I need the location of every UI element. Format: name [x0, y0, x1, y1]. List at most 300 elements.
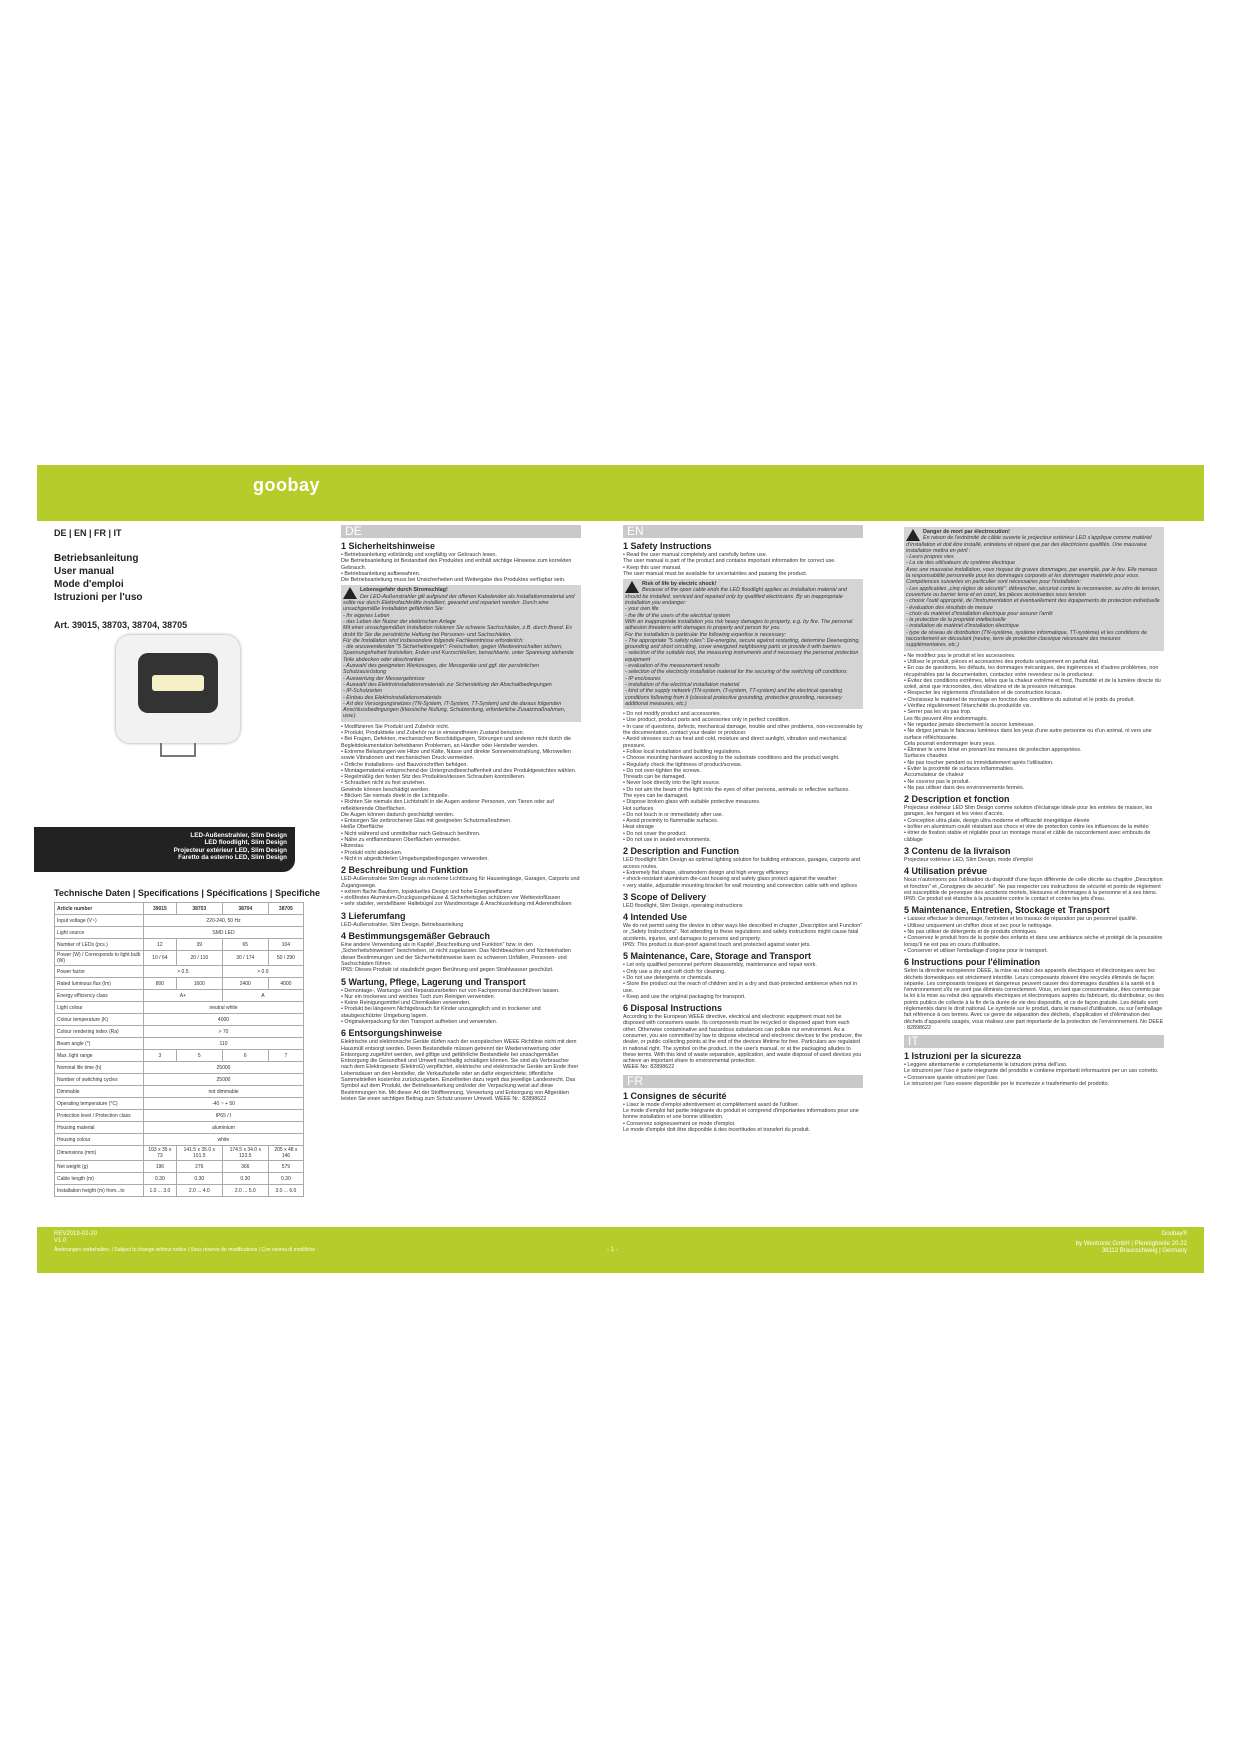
text-line: • Blicken Sie niemals direkt in die Lichtquelle. [341, 792, 449, 799]
en-para-1 [623, 552, 863, 577]
product-name-de: LED-Außenstrahler, Slim Design [190, 832, 287, 839]
spec-label-cell: Protection level / Protection class [55, 1110, 144, 1122]
text-line: Threads can be damaged. [623, 774, 686, 781]
spec-value-cell: > 0.9 [222, 966, 303, 978]
spec-value-cell: 65 [222, 939, 268, 951]
text-line: • Ne regardez jamais directement la source lumineuse. [904, 721, 1035, 728]
spec-value-cell: 5 [176, 1050, 222, 1062]
spec-value-cell: 7 [268, 1050, 303, 1062]
it-heading-1: 1 Istruzioni per la sicurezza [904, 1051, 1022, 1062]
spec-label-cell: Article number [55, 903, 144, 915]
fr-para-2 [904, 653, 1164, 792]
text-line: • Évitez des conditions extrêmes, telles que la chaleur extrême et froid, l'humidité et de la lumière directe du soleil, ainsi que microondes, des vibrations et de la pression mécanique. [904, 677, 1161, 691]
de-heading-4: 4 Bestimmungsgemäßer Gebrauch [341, 931, 491, 942]
text-line: • extrem flache Bauform, topaktuelles Design und hohe Energieeffizienz [341, 888, 513, 895]
en-heading-4: 4 Intended Use [623, 912, 688, 923]
brand-logo: goobay [253, 475, 321, 495]
text-line: • étrier de fixation stable et réglable pour un montage mural et câble de raccordement avec embouts de câblage [904, 830, 1151, 843]
text-line: - selection of the electricity installation material for the securing of the switching off conditions [625, 669, 847, 676]
spec-value-cell: -40 ~ + 50 [143, 1098, 303, 1110]
text-line: Le istruzioni per l'uso è parte integrante del prodotto e contiene importanti informazioni per un uso corretto. [904, 1068, 1159, 1075]
spec-value-cell: 2.0 ... 4.0 [176, 1185, 222, 1197]
fr-para-1 [623, 1102, 863, 1133]
title-de: Betriebsanleitung [54, 553, 139, 565]
spec-row [55, 951, 304, 966]
section-tag-fr: FR [623, 1075, 863, 1088]
text-line: • Conservez le produit hors de la portée des enfants et dans une ambiance sèche et protégé de la poussière lorsqu'il ne est pas en cours d'utilisation. [904, 935, 1163, 948]
de-para-1 [341, 552, 581, 583]
text-line: - IP-Schutzarten [343, 688, 382, 695]
spec-row [55, 1026, 304, 1038]
spec-row [55, 1098, 304, 1110]
spec-label-cell: Net weight (g) [55, 1161, 144, 1173]
column-fr [904, 525, 1164, 1225]
fr-warning-text [906, 535, 1162, 648]
spec-value-cell: 2.0 ... 5.0 [222, 1185, 268, 1197]
text-line: • Extreme Belastungen wie Hitze und Kälte, Nässe und direkte Sonneneinstrahlung, Mikrowellen sowie Vibrationen und mechanischen Druck vermeiden. [341, 748, 571, 762]
spec-value-cell: 276 [176, 1161, 222, 1173]
spec-row [55, 1002, 304, 1014]
spec-value-cell: 141.5 x 35.0 x 101.5 [176, 1146, 222, 1161]
text-line: • Do not use detergents or chemicals. [623, 974, 713, 981]
text-line: • Conservez soigneusement ce mode d'emploi. [623, 1120, 736, 1127]
text-line: Eine andere Verwendung als in Kapitel „Beschreibung und Funktion" bzw. in den „Sicherheitshinweisen" beschrieben, ist nicht zugelassen. Das Nichtbeachten und Nichteinhalten dieser Bestimmungen und der Sicherheitshinweise kann zu schweren Unfällen, Personen- und Sachschäden führen. [341, 942, 571, 967]
spec-label-cell: Colour rendering index (Ra) [55, 1026, 144, 1038]
text-line: - type de réseau de distribution (TN-système, système informatique, TT-système) et les conditions de raccordement en découlant (neutre, terre de protection classique nécessaire des mesures supplémentaires, etc.) [906, 629, 1147, 649]
footer-address-2: 38112 Braunschweig | Germany [1101, 1248, 1187, 1254]
product-image [112, 635, 242, 771]
text-line: • Do not cover the product. [623, 830, 687, 837]
spec-value-cell: 1600 [176, 978, 222, 990]
en-para-7 [623, 1014, 863, 1071]
text-line: • Nicht während und unmittelbar nach Gebrauch berühren. [341, 830, 481, 837]
fr-warning-box [904, 527, 1164, 651]
spec-label-cell: Power factor [55, 966, 144, 978]
floodlight-housing [116, 635, 240, 743]
text-line: Compétences suivantes en particulier sont nécessaires pour l'installation: [906, 579, 1081, 586]
text-line: • Ne dirigez jamais le faisceau lumineux dans les yeux d'une autre personne ou d'un animal, ni vers une surface réfléchissante. [904, 728, 1152, 741]
title-it: Istruzioni per l'uso [54, 592, 143, 604]
fr-heading-5: 5 Maintenance, Entretien, Stockage et Transport [904, 905, 1110, 916]
spec-label-cell: Dimmable [55, 1086, 144, 1098]
spec-value-cell: 800 [143, 978, 176, 990]
language-list: DE | EN | FR | IT [54, 528, 122, 538]
spec-label-cell: Cable length (m) [55, 1173, 144, 1185]
spec-value-cell: 1.0 ... 3.0 [143, 1185, 176, 1197]
fr-warning-title: Danger de mort par électrocution! [923, 529, 1010, 535]
spec-value-cell: A+ [143, 990, 222, 1002]
text-line: Für die Installation sind insbesondere folgende Fachkenntnisse erforderlich: [343, 637, 524, 644]
en-para-3 [623, 857, 863, 888]
spec-row [55, 1122, 304, 1134]
de-para-4 [341, 922, 581, 928]
text-line: • Choose mounting hardware according to the substrate conditions and the product weight. [623, 755, 840, 762]
floodlight-face [138, 653, 218, 713]
text-line: • Conserver et utiliser l'emballage d'origine pour le transport. [904, 947, 1048, 954]
warning-triangle-icon [343, 587, 357, 599]
spec-value-cell: 110 [143, 1038, 303, 1050]
spec-value-cell: 205 x 48 x 146 [268, 1146, 303, 1161]
spec-value-cell: 25000 [143, 1062, 303, 1074]
spec-label-cell: Light colour [55, 1002, 144, 1014]
text-line: - choix du matériel d'installation électrique pour assurer l'arrêt [906, 610, 1053, 617]
spec-row [55, 1146, 304, 1161]
text-line: Die Augen können dadurch geschädigt werden. [341, 811, 455, 818]
text-line: IP65: Ce produit est étanche à la poussière contre le contact et contre les jets d'eau. [904, 896, 1106, 903]
text-line: - Auswertung der Messergebnisse [343, 675, 425, 682]
text-line: • Let only qualified personnel perform disassembly, maintenance and repair work. [623, 962, 817, 969]
text-line: Projecteur extérieur LED Slim Design comme solution d'éclairage idéale pour les entrées de maison, les garages, les hangars et les voies d'accès. [904, 805, 1153, 818]
text-line: • Only use a dry and soft cloth for cleaning. [623, 968, 726, 975]
spec-label-cell: Colour temperature (K) [55, 1014, 144, 1026]
text-line: • Nicht in abgedichteten Umgebungsbedingungen verwenden. [341, 855, 489, 862]
fr-para-3 [904, 805, 1164, 843]
de-para-6 [341, 988, 581, 1026]
spec-row [55, 1185, 304, 1197]
text-line: • Ne modifiez pas le produit et les accessoires. [904, 652, 1016, 659]
text-line: Surfaces chaudes [904, 753, 948, 760]
spec-value-cell: 12 [143, 939, 176, 951]
text-line: Heat storage [623, 824, 654, 831]
en-warning-box [623, 579, 863, 709]
text-line: IP65: Dieses Produkt ist staubdicht gegen Berührung und gegen Strahlwasser geschützt. [341, 967, 554, 974]
text-line: En raison de l'extrémité de câble ouverte le projecteur extérieur LED s'applique comme matériel d'installation et doit être installé, entretenu et réparé que par des électriciens qualifiés. Une mauvaise installation mettra en péril : [906, 535, 1152, 554]
spec-label-cell: Input voltage (V~) [55, 915, 144, 927]
text-line: • Use product, product parts and accessories only in perfect condition. [623, 717, 790, 724]
text-line: Heiße Oberfläche [341, 824, 384, 831]
text-line: Hitzestau [341, 843, 364, 850]
spec-value-cell: 196 [143, 1161, 176, 1173]
spec-value-cell: 4000 [268, 978, 303, 990]
section-tag-en: EN [623, 525, 863, 538]
spec-label-cell: Nominal life time (h) [55, 1062, 144, 1074]
spec-label-cell: Energy efficiency class [55, 990, 144, 1002]
text-line: • Demontage-, Wartungs- und Reparaturarbeiten nur von Fachpersonal durchführen lassen. [341, 987, 560, 994]
text-line: • Nähe zu entflammbaren Oberflächen vermeiden. [341, 837, 461, 844]
text-line: • Produkt nicht abdecken. [341, 849, 403, 856]
text-line: Der LED-Außenstrahler gilt aufgrund der offenen Kabelenden als Installationsmaterial und sollte nur durch Elektrofachkräfte installiert, gewartet und repariert werden. Durch eine unsachgemäße Installation gefährden Sie: [343, 593, 575, 613]
en-para-6 [623, 962, 863, 1000]
text-line: Le mode d'emploi doit être disponible à des incertitudes et transfert du produit. [623, 1126, 811, 1133]
product-name-en: LED floodlight, Slim Design [204, 839, 287, 847]
text-line: - Ihr eigenes Leben [343, 612, 390, 619]
text-line: The user manual must be available for uncertainties and passing the product. [623, 570, 808, 577]
spec-value-cell: 579 [268, 1161, 303, 1173]
spec-value-cell: 20 / 116 [176, 951, 222, 966]
fr-heading-1: 1 Consignes de sécurité [623, 1090, 727, 1101]
de-heading-3: 3 Lieferumfang [341, 910, 406, 921]
spec-value-cell: IP65 / I [143, 1110, 303, 1122]
spec-value-cell: SMD LED [143, 927, 303, 939]
it-para-1 [904, 1062, 1164, 1087]
spec-row [55, 978, 304, 990]
en-heading-2: 2 Description and Function [623, 846, 740, 857]
article-numbers: Art. 39015, 38703, 38704, 38705 [54, 620, 188, 631]
text-line: • Produkt bei längerem Nichtgebrauch für Kinder unzugänglich und in trockener und staubgeschützter Umgebung lagern. [341, 1006, 541, 1019]
warning-triangle-icon [906, 529, 920, 541]
text-line: • Bei Fragen, Defekten, mechanischen Beschädigungen, Störungen und anderen nicht durch die Begleitdokumentation behebbaren Problemen, an Händler oder Hersteller wenden. [341, 736, 571, 749]
spec-value-cell: 3 [143, 1050, 176, 1062]
text-line: - the life of the users of the electrical system [625, 612, 731, 619]
text-line: Accumulateur de chaleur [904, 772, 964, 779]
spec-heading: Technische Daten | Specifications | Spécifications | Specifiche [54, 888, 320, 898]
text-line: • Do not use in sealed environments. [623, 837, 711, 844]
footer-version: V1.0 [54, 1238, 67, 1244]
text-line: LED floodlight Slim Design as optimal lighting solution for building entrances, garages, carports and access routes. [623, 857, 861, 870]
led-strip [152, 675, 204, 691]
text-line: LED-Außenstrahler Slim Design als moderne Lichtlösung für Hauseingänge, Garagen, Carports und Zugangswege. [341, 876, 580, 889]
title-fr: Mode d'emploi [54, 579, 124, 591]
spec-row [55, 1074, 304, 1086]
column-de [341, 525, 581, 1225]
text-line: • stoßfestes Aluminium-Druckgussgehäuse & Sicherheitsglas schützen vor Wettereinflüssen [341, 895, 561, 902]
text-line: • Regelmäßig den festen Sitz des Produktes/dessen Schrauben kontrollieren. [341, 774, 526, 781]
text-line: Elektrische und elektronische Geräte dürfen nach der europäischen WEEE Richtlinie nicht mit dem Hausmüll entsorgt werden. Deren Bestandteile müssen getrennt der Wiederverwertung oder Entsorgung zugeführt werden, weil giftige und gefährliche Bestandteile bei unsachgemäßer Entsorgung die Gesundheit und Umwelt nachhaltig schädigen können. Sie sind als Verbraucher nach dem Elektrogesetz (ElektroG) verpflichtet, elektrische und elektronische Geräte am Ende ihrer Lebensdauer an den Hersteller, die Verkaufsstelle oder an dafür eingerichtete, öffentliche Sammelstellen kostenlos zurückzugeben. Einzelheiten dazu regelt das jeweilige Landesrecht. Das Symbol auf dem Produkt, der Betriebsanleitung und/oder der Verpackung weist auf diese Bestimmungen hin. Mit dieser Art der Stofftrennung, Verwertung und Entsorgung von Altgeräten leisten Sie einen wichtigen Beitrag zum Schutz unserer Umwelt. WEEE Nr.: 82898622 [341, 1039, 579, 1102]
text-line: • Store the product out the reach of children and in a dry and dust-protected ambience when not in use. [623, 981, 858, 994]
text-line: • Ne pas utiliser de détergents et de produits chimiques. [904, 929, 1038, 936]
text-line: • Respecter les règlements d'installation et de construction locaux. [904, 690, 1063, 697]
spec-value-cell: 0.30 [176, 1173, 222, 1185]
text-line: - your own life [625, 606, 659, 613]
de-para-7 [341, 1039, 581, 1102]
section-tag-it: IT [904, 1035, 1164, 1048]
spec-value-cell: 104 [268, 939, 303, 951]
footer-address-1: by Wentronic GmbH | Pfennigbreite 20-22 [1075, 1241, 1187, 1247]
spec-label-cell: Beam angle (°) [55, 1038, 144, 1050]
footer-bar [37, 1227, 1204, 1273]
text-line: • Avoid proximity to flammable surfaces. [623, 818, 719, 825]
text-line: We do not permit using the device in other ways like described in chapter „Description and Function" or „Safety Instructions". Not attending to these regulations and safety instructions might cause fatal accidents, injuries, and damages to persons and property. [623, 923, 863, 942]
spec-row [55, 1134, 304, 1146]
text-line: • Produkt, Produktteile und Zubehör nur in einwandfreiem Zustand benutzen. [341, 730, 525, 737]
text-line: • Schrauben nicht zu fest anziehen. [341, 780, 426, 787]
spec-value-cell: > 70 [143, 1026, 303, 1038]
de-warning-box [341, 585, 581, 721]
text-line: • Örtliche Installations- und Bauvorschriften befolgen. [341, 761, 468, 768]
top-brand-bar [37, 465, 1204, 521]
spec-value-cell: 174.5 x 34.0 x 123.5 [222, 1146, 268, 1161]
spec-label-cell: Rated luminous flux (lm) [55, 978, 144, 990]
text-line: LED floodlight, Slim Design, operating instructions [623, 902, 743, 909]
text-line: Mit einer unsachgemäßen Installation riskieren Sie schwere Sachschäden, z.B. durch Brand. Es droht für Sie die persönliche Haftung bei Personen- und Sachschäden. [343, 625, 572, 638]
text-line: • Follow local installation and building regulations. [623, 748, 742, 755]
fr-heading-3: 3 Contenu de la livraison [904, 845, 1011, 856]
text-line: • En cas de questions, les défauts, les dommages mécaniques, des ingérences et d'autres problèmes, non récupérables par la documentation, contactez votre revendeur ou le producteur. [904, 665, 1159, 678]
text-line: • Conservare queste istruzioni per l'uso. [904, 1074, 999, 1081]
text-line: • Extremely flat shape, ultramodern design and high energy efficiency [623, 869, 789, 876]
text-line: • Ne couvrez pas le produit. [904, 778, 971, 785]
text-line: Nous n'autorisons pas l'utilisation du dispositif d'une façon différente de celle décrite au chapitre „Description et fonction" et „Consignes de sécurité". Ne pas respecter ces instructions de sécurité et points de règlement est susceptible de provoquer des accidents mortels, blessures et dommages à la personne et à ses biens. [904, 877, 1163, 896]
text-line: WEEE No: 82898622 [623, 1064, 675, 1071]
text-line: Die Betriebsanleitung ist Bestandteil des Produktes und enthält wichtige Hinweise zum korrekten Gebrauch. [341, 558, 572, 571]
spec-row [55, 915, 304, 927]
text-line: According to the European WEEE directive, electrical and electronic equipment must not be disposed with consumers waste. Its components must be recycled or disposed apart from each other. Otherwise contaminative and hazardous substances can pollute our environment. As a consumer, you are committed by law to dispose electrical and electronic devices to the producer, the dealer, or public collecting points at the end of the devices lifetime for free. Particulars are regulated in national right. The symbol on the product, in the user's manual, or at the packaging alludes to these terms. With this kind of waste separation, application, and waste disposal of used devices you achieve an important share to environmental protection. [623, 1014, 863, 1065]
spec-label-cell: Housing material [55, 1122, 144, 1134]
spec-value-cell: 38703 [176, 903, 222, 915]
text-line: Cela pourrait endommager leurs yeux. [904, 740, 996, 747]
text-line: • Ne pas toucher pendant ou immédiatement après l'utilisation. [904, 759, 1054, 766]
text-line: • shock-resistant aluminium die-cast housing and safety glass protect against the weather [623, 876, 837, 883]
text-line: • Entsorgen Sie zerbrochenes Glas mit geeigneten Schutzmaßnahmen. [341, 818, 512, 825]
text-line: LED-Außenstrahler, Slim Design, Betriebsanleitung [341, 921, 464, 928]
text-line: Selon la directive européenne DEEE, la mise au rebut des appareils électriques et électroniques avec les déchets domestiques est strictement interdite. Leurs composants doivent être recyclés éliminés de façon séparée. Les composants toxiques et dangereux peuvent causer des dommages durables à la santé et à l'environnement s'ils ne sont pas éliminés correctement. Vous, en tant que consommateur, êtes commis par la loi à la mise au rebut des appareils électriques et électroniques auprès du fabricant, du distributeur, ou des points publics de collecte à la fin de la durée de vie des dispositifs, et ce de façon gratuite. Les détails sont réglementés dans le droit national. Le symbole sur le produit, dans le manuel d'utilisation, ou sur l'emballage fait référence à ces termes. Avec ce genre de séparation des déchets, d'application et d'élimination des déchets d'appareils usagés, vous réalisez une part importante de la protection de l'environnement. No DEEE : 82898622 [904, 968, 1164, 1031]
spec-value-cell: 2400 [222, 978, 268, 990]
text-line: • sehr stabiler, verstellbarer Haltebügel zur Wandmontage & Anschlussleitung mit Aderendhülsen [341, 901, 572, 908]
de-heading-6: 6 Entsorgungshinweise [341, 1028, 443, 1039]
text-line: • Originalverpackung für den Transport aufheben und verwenden. [341, 1019, 498, 1025]
spec-value-cell: 103 x 35 x 73 [143, 1146, 176, 1161]
footer-disclaimer: Änderungen vorbehalten. | Subject to change without notice | Sous réserve de modifications | Con riserva di modifiche [54, 1247, 315, 1253]
spec-value-cell: > 0.5 [143, 966, 222, 978]
spec-label-cell: Number of switching cycles [55, 1074, 144, 1086]
en-heading-3: 3 Scope of Delivery [623, 891, 707, 902]
text-line: Avec une mauvaise installation, vous risquez de graves dommages, par exemple, par le feu. Elle menace la responsabilité personnelle pour les dommages corporels et les dommages matériels pour vous. [906, 566, 1158, 580]
spec-label-cell: Max. light range [55, 1050, 144, 1062]
text-line: • Nur ein trockenes und weiches Tuch zum Reinigen verwenden. [341, 993, 496, 1000]
text-line: - Auswahl des Elektroinstallationsmaterials zur Sicherstellung der Abschaltbedingungen [343, 681, 552, 688]
de-para-5 [341, 942, 581, 973]
de-heading-2: 2 Beschreibung und Funktion [341, 865, 469, 876]
text-line: - installation of the electrical installation material [625, 681, 740, 688]
text-line: • very stable, adjustable mounting bracket for wall mounting and connection cable with end splices [623, 882, 858, 889]
spec-row [55, 1038, 304, 1050]
spec-value-cell: 30 / 174 [222, 951, 268, 966]
text-line: - selection of the suitable tool, the measuring instruments and if necessary the personal protection equipment [625, 650, 859, 663]
text-line: - Auswahl des geeigneten Werkzeuges, der Messgeräte und ggf. der persönlichen Schutzausrüstung [343, 663, 539, 676]
spec-value-cell: 4000 [143, 1014, 303, 1026]
text-line: • Do not modify product and accessories. [623, 711, 722, 718]
product-name-fr: Projecteur extérieur LED, Slim Design [173, 846, 287, 854]
en-heading-5: 5 Maintenance, Care, Storage and Transport [623, 951, 812, 962]
text-line: - choisir l'outil approprié, de l'instrumentation et éventuellement des équipements de protection individuelle [906, 598, 1160, 605]
spec-value-cell: 3.0 ... 6.0 [268, 1185, 303, 1197]
text-line: • In case of questions, defects, mechanical damage, trouble and other problems, non-recoverable by the documentation, contact your dealer or producer. [623, 723, 863, 737]
text-line: - la protection de la propriété intellectuelle [906, 617, 1006, 624]
text-line: • Laissez effectuer le démontage, l'entretien et les travaux de réparation par un personnel qualifié. [904, 916, 1138, 923]
spec-value-cell: 0.30 [222, 1173, 268, 1185]
text-line: • Utilisez uniquement un chiffon doux et sec pour le nettoyage. [904, 922, 1053, 929]
text-line: Le mode d'emploi fait partie intégrante du produit et comprend d'importantes informations pour une bonne installation et une bonne utilisation. [623, 1108, 859, 1121]
en-warning-title: Risk of life by electric shock! [642, 581, 717, 588]
section-tag-de: DE [341, 525, 581, 538]
spec-value-cell: A [222, 990, 303, 1002]
spec-value-cell: 10 / 64 [143, 951, 176, 966]
text-line: With an inappropriate installation you risk heavy damages to property, e.g. by fire. The personal adhesion threatens with damages to property and person for you. [625, 618, 853, 632]
de-para-2 [341, 724, 581, 863]
text-line: - Art des Versorgungsnetzes (TN-System, IT-System, TT-System) und die daraus folgenden Anschlussbedingungen (klassische Nullung, Schutzerdung, erforderliche Zusatzmaßnahmen, usw.) [343, 700, 566, 720]
manual-titles [54, 552, 304, 604]
spec-row [55, 939, 304, 951]
text-line: - kind of the supply network (TN-system, IT-system, TT-system) and the electrical operating conditions following from it (classical protective grounding, protective grounding, necessary additional measures, etc.) [625, 688, 843, 707]
de-para-3 [341, 876, 581, 907]
text-line: • Dispose broken glass with suitable protective measures. [623, 799, 761, 806]
spec-value-cell: neutral white [143, 1002, 303, 1014]
spec-value-cell: 6 [222, 1050, 268, 1062]
text-line: • Lisez le mode d'emploi attentivement et complètement avant de l'utiliser. [623, 1101, 799, 1108]
en-warning-text [625, 587, 861, 707]
spec-row [55, 927, 304, 939]
de-warning-text [343, 594, 579, 720]
en-para-2 [623, 711, 863, 843]
fr-para-7 [904, 968, 1164, 1031]
spec-value-cell: 220-240, 50 Hz [143, 915, 303, 927]
footer-revision: REV2019-02-20 [54, 1231, 98, 1237]
text-line: • Éviter la proximité de surfaces inflammables. [904, 765, 1015, 772]
en-heading-6: 6 Disposal Instructions [623, 1003, 723, 1014]
spec-value-cell: 0.30 [268, 1173, 303, 1185]
text-line: The user manual is part of the product and contains important information for correct use. [623, 558, 836, 565]
text-line: - installation de matériel d'installation électrique [906, 623, 1019, 630]
spec-value-cell: 38704 [222, 903, 268, 915]
spec-row [55, 1110, 304, 1122]
text-line: - The appropriate "5 safety rules": De-energize, secure against restarting, determine Deenergizing, grounding and short circuiting, cover energized neighboring parts or provide it with barriers [625, 637, 860, 651]
text-line: • Conception ultra plate, design ultra moderne et efficacité énergétique élevée [904, 817, 1090, 824]
text-line: • Richten Sie niemals den Lichtstrahl in die Augen anderer Personen, von Tieren oder auf reflektierende Oberflächen. [341, 799, 554, 812]
mounting-bracket [160, 743, 196, 757]
text-line: IP65: This product is dust-proof against touch and protected against water jets. [623, 942, 811, 949]
en-para-5 [623, 923, 863, 948]
text-line: The eyes can be damaged. [623, 792, 689, 799]
text-line: • Utilisez le produit, pièces et accessoires des produits uniquement en parfait état. [904, 658, 1100, 665]
en-heading-1: 1 Safety Instructions [623, 541, 712, 551]
text-line: • Do not over-tighten the screws. [623, 767, 701, 774]
spec-value-cell: 38705 [268, 903, 303, 915]
spec-row [55, 1014, 304, 1026]
spec-value-cell: 39 [176, 939, 222, 951]
text-line: • Do not aim the beam of the light into the eyes of other persons, animals or reflective surfaces. [623, 786, 850, 793]
text-line: - evaluation of the measurement results [625, 663, 720, 670]
manual-sheet [37, 465, 1204, 1273]
spec-value-cell: white [143, 1134, 303, 1146]
fr-para-6 [904, 916, 1164, 954]
spec-value-cell: 50 / 290 [268, 951, 303, 966]
spec-value-cell: not dimmable [143, 1086, 303, 1098]
fr-heading-4: 4 Utilisation prévue [904, 866, 988, 877]
text-line: - die anzuwendenden "5 Sicherheitsregeln": Freischalten, gegen Wiedereinschalten sichern, Spannungsfreiheit feststellen, Erden und Kurzschließen, benachbarte, unter Spannung stehende Teile abdecken oder abschranken [343, 644, 574, 663]
spec-label-cell: Light source [55, 927, 144, 939]
de-warning-title: Lebensgefahr durch Stromschlag! [360, 587, 448, 594]
text-line: • Leggere attentamente e completamente le istruzioni prima dell'uso. [904, 1062, 1068, 1069]
text-line: For the installation is particular the following expertise is necessary: [625, 631, 786, 638]
text-line: • Regularly check the tightness of product/screws. [623, 761, 743, 768]
product-name-it: Faretto da esterno LED, Slim Design [178, 854, 287, 862]
text-line: - Les applicables „cinq règles de sécurité": débrancher, sécurisé contre la reconnexion, au zéro de tension, couverture ou barrier terre et en court, les pièces avoisinantes sous tension [906, 585, 1161, 598]
product-name-box [34, 827, 295, 872]
fr-heading-2: 2 Description et fonction [904, 794, 1010, 805]
spec-label-cell: Number of LEDs (pcs.) [55, 939, 144, 951]
text-line: Hot surfaces [623, 805, 654, 812]
text-line: Gewinde können beschädigt werden. [341, 786, 430, 793]
text-line: • Keine Reinigungsmittel und Chemikalien verwenden. [341, 1000, 471, 1007]
text-line: - IP enclosures [625, 675, 661, 682]
spec-value-cell: aluminium [143, 1122, 303, 1134]
spec-header-row [55, 903, 304, 915]
text-line: Because of the open cable ends the LED floodlight applies as installation material and should be installed, serviced and repaired only by qualified electricians. By an inappropriate installation you endanger: [625, 587, 847, 607]
text-line: • Choisissez le matériel de montage en fonction des conditions du substrat et le poids du produit. [904, 696, 1135, 703]
footer-page-number: - 1 - [607, 1247, 618, 1253]
de-heading-5: 5 Wartung, Pflege, Lagerung und Transport [341, 976, 526, 987]
fr-para-5 [904, 877, 1164, 902]
spec-row [55, 1086, 304, 1098]
text-line: • Betriebsanleitung aufbewahren. [341, 570, 421, 577]
spec-value-cell: 39015 [143, 903, 176, 915]
spec-row [55, 1173, 304, 1185]
text-line: - Einbau des Elektroinstallationsmaterials [343, 694, 442, 701]
spec-value-cell: 25000 [143, 1074, 303, 1086]
spec-row [55, 1161, 304, 1173]
text-line: • Éliminer le verre brisé en prenant les mesures de protection appropriées. [904, 747, 1082, 754]
spec-value-cell: 0.30 [143, 1173, 176, 1185]
